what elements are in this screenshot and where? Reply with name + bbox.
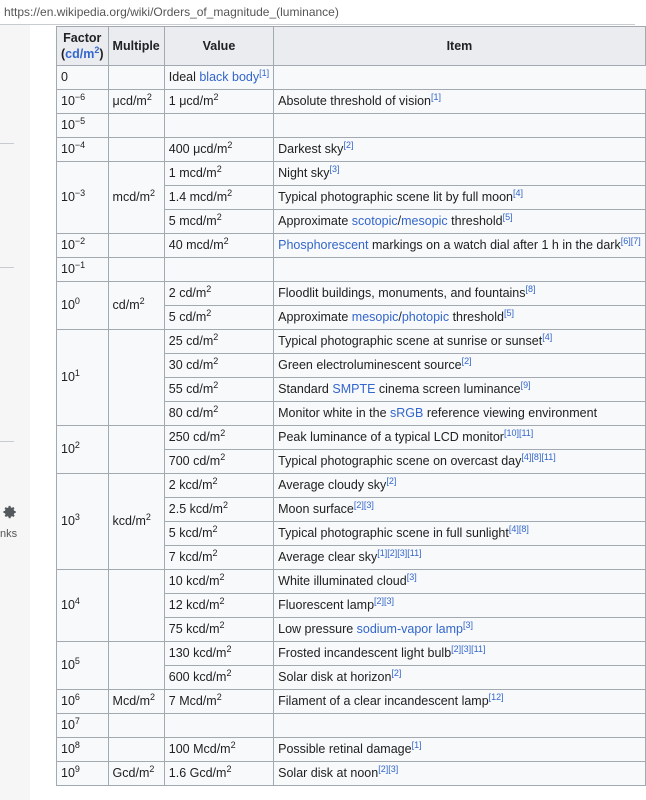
- item-text: Solar disk at horizon: [278, 670, 392, 684]
- reference-link[interactable]: [8]: [525, 283, 536, 294]
- value-text: 5 cd/m: [168, 310, 207, 324]
- multiple-cell: [108, 426, 164, 474]
- multiple-unit: μcd/m: [112, 94, 147, 108]
- table-row: [57, 690, 646, 714]
- item-text: Average clear sky: [278, 550, 378, 564]
- multiple-cell: Gcd/$m^2$: [108, 762, 164, 786]
- value-cell: 30 $cd/m^2$: [164, 354, 273, 378]
- factor-exponent: 6: [74, 691, 80, 702]
- multiple-cell: Mcd/$m^2$: [108, 690, 164, 714]
- item-text: Possible retinal damage: [278, 742, 412, 756]
- value-text: 600 kcd/m: [168, 670, 227, 684]
- cd-m2-link[interactable]: $cd/m^2$: [65, 44, 100, 61]
- value-text: 130 kcd/m: [168, 646, 227, 660]
- factor-base: 10: [61, 262, 75, 276]
- item-text: Ideal: [168, 70, 200, 84]
- multiple-cell: [108, 138, 164, 162]
- header-factor[interactable]: Factor $(cd/m^2)$: [57, 27, 109, 66]
- factor-exponent: 9: [74, 763, 80, 774]
- factor-base: 0: [61, 70, 68, 84]
- item-cell: [274, 210, 646, 234]
- item-cell: [274, 594, 646, 618]
- factor-cell: [57, 738, 109, 762]
- header-item[interactable]: Item: [274, 27, 646, 66]
- reference-link[interactable]: [5]: [502, 211, 513, 222]
- factor-base: 10: [61, 718, 75, 732]
- factor-base: 10: [61, 766, 75, 780]
- reference-link[interactable]: [2]: [386, 475, 397, 486]
- item-cell: [274, 306, 646, 330]
- item-cell: [274, 90, 646, 114]
- value-cell: 2.5 kcd/$m^2$: [164, 498, 273, 522]
- value-cell: 75 kcd/$m^2$: [164, 618, 273, 642]
- value-text: 7 Mcd/m: [168, 694, 217, 708]
- value-cell: 100 Mcd/$m^2$: [164, 738, 273, 762]
- value-text: 400 μcd/m: [168, 142, 228, 156]
- table-row: [57, 282, 646, 306]
- factor-cell: [57, 714, 109, 738]
- item-link[interactable]: mesopic: [401, 214, 448, 228]
- item-text: Darkest sky: [278, 142, 344, 156]
- factor-base: 10: [61, 694, 75, 708]
- factor-exponent: −2: [74, 235, 86, 246]
- factor-exponent: −1: [74, 259, 86, 270]
- sidebar-links-label[interactable]: nks: [0, 528, 18, 540]
- item-cell: [274, 642, 646, 666]
- item-cell: [274, 354, 646, 378]
- multiple-unit: Mcd/m: [112, 694, 151, 708]
- multiple-cell: mcd/$m^2$: [108, 162, 164, 234]
- value-text: 7 kcd/m: [168, 550, 213, 564]
- multiple-cell: μcd/$m^2$: [108, 90, 164, 114]
- reference-link[interactable]: [1]: [259, 67, 270, 78]
- table-row: [57, 66, 646, 90]
- item-cell: [274, 162, 646, 186]
- reference-link[interactable]: [3]: [462, 619, 473, 630]
- item-cell: [274, 474, 646, 498]
- reference-link[interactable]: [2]: [391, 667, 402, 678]
- value-text: 25 cd/m: [168, 334, 214, 348]
- table-row: [57, 642, 646, 666]
- factor-exponent: 8: [74, 739, 80, 750]
- factor-base: 10: [61, 742, 75, 756]
- factor-base: 10: [61, 658, 75, 672]
- table-row: [57, 90, 646, 114]
- table-header-row: [57, 27, 646, 66]
- item-cell: [274, 282, 646, 306]
- item-cell: [274, 522, 646, 546]
- reference-link[interactable]: [4][8]: [508, 523, 529, 534]
- factor-exponent: 2: [74, 439, 80, 450]
- factor-cell: [57, 642, 109, 690]
- item-text: /: [397, 214, 402, 228]
- item-cell: [274, 714, 646, 738]
- item-cell: [274, 618, 646, 642]
- table-row: [57, 258, 646, 282]
- item-text: Typical photographic scene at sunrise or sunset: [278, 334, 543, 348]
- value-cell: 700 $cd/m^2$: [164, 450, 273, 474]
- item-cell: [274, 690, 646, 714]
- item-link[interactable]: mesopic: [351, 310, 399, 324]
- table-body: [57, 66, 646, 786]
- value-cell: [164, 714, 273, 738]
- value-text: 100 Mcd/m: [168, 742, 231, 756]
- value-text: 40 mcd/m: [168, 238, 224, 252]
- item-text: Approximate: [278, 214, 352, 228]
- table-row: [57, 762, 646, 786]
- factor-cell: [57, 138, 109, 162]
- value-cell: 130 kcd/$m^2$: [164, 642, 273, 666]
- item-text: Floodlit buildings, monuments, and fountains: [278, 286, 526, 300]
- item-text: Peak luminance of a typical LCD monitor: [278, 430, 504, 444]
- factor-cell: [57, 66, 109, 90]
- sidebar-divider: [0, 441, 14, 442]
- value-text: 1.6 Gcd/m: [168, 766, 227, 780]
- factor-cell: [57, 690, 109, 714]
- item-text: Low pressure: [278, 622, 357, 636]
- value-text: 2 cd/m: [168, 286, 207, 300]
- factor-exponent: −4: [74, 139, 86, 150]
- table-row: [57, 234, 646, 258]
- table-row: [57, 714, 646, 738]
- item-text: Frosted incandescent light bulb: [278, 646, 452, 660]
- reference-link[interactable]: [1]: [411, 739, 422, 750]
- multiple-cell: [108, 258, 164, 282]
- factor-base: 10: [61, 598, 75, 612]
- reference-link[interactable]: [2]: [343, 139, 354, 150]
- value-text: 1 μcd/m: [168, 94, 214, 108]
- factor-exponent: 0: [74, 295, 80, 306]
- factor-cell: [57, 282, 109, 330]
- item-text: Fluorescent lamp: [278, 598, 375, 612]
- value-cell: 55 $cd/m^2$: [164, 378, 273, 402]
- item-cell: [274, 186, 646, 210]
- factor-base: 10: [61, 142, 75, 156]
- item-cell: [274, 114, 646, 138]
- address-bar[interactable]: [0, 0, 635, 25]
- value-cell: 5 mcd/$m^2$: [164, 210, 273, 234]
- factor-base: 10: [61, 94, 75, 108]
- value-text: 5 kcd/m: [168, 526, 213, 540]
- factor-cell: [57, 570, 109, 642]
- item-text: Typical photographic scene in full sunlight: [278, 526, 509, 540]
- value-cell: [164, 258, 273, 282]
- reference-link[interactable]: [5]: [504, 307, 515, 318]
- url-text[interactable]: https://en.wikipedia.org/wiki/Orders_of_magnitude_(luminance): [4, 5, 339, 19]
- item-link[interactable]: sodium-vapor lamp: [356, 622, 463, 636]
- factor-exponent: −5: [74, 115, 86, 126]
- factor-cell: [57, 234, 109, 258]
- value-cell: 10 kcd/$m^2$: [164, 570, 273, 594]
- item-cell: [274, 402, 646, 426]
- value-cell: 7 Mcd/$m^2$: [164, 690, 273, 714]
- header-value[interactable]: Value: [164, 27, 273, 66]
- value-text: 1.4 mcd/m: [168, 190, 228, 204]
- item-text: cinema screen luminance: [375, 382, 521, 396]
- factor-cell: [57, 90, 109, 114]
- luminance-table: [56, 26, 646, 786]
- sidebar-divider: [0, 267, 14, 268]
- item-text: Green electroluminescent source: [278, 358, 462, 372]
- item-text: Standard: [278, 382, 333, 396]
- item-link[interactable]: black body: [199, 70, 260, 84]
- item-text: threshold: [447, 214, 503, 228]
- reference-link[interactable]: [2][3][11]: [451, 643, 486, 654]
- value-cell: 40 mcd/$m^2$: [164, 234, 273, 258]
- item-cell: [164, 66, 273, 90]
- value-text: 80 cd/m: [168, 406, 214, 420]
- value-text: 2.5 kcd/m: [168, 502, 223, 516]
- item-cell: [274, 138, 646, 162]
- item-cell: [274, 330, 646, 354]
- table-row: [57, 738, 646, 762]
- reference-link[interactable]: [2][3]: [353, 499, 374, 510]
- value-cell: 250 $cd/m^2$: [164, 426, 273, 450]
- factor-cell: [57, 426, 109, 474]
- factor-base: 10: [61, 370, 75, 384]
- value-cell: 80 $cd/m^2$: [164, 402, 273, 426]
- value-text: 250 cd/m: [168, 430, 221, 444]
- factor-exponent: 5: [74, 655, 80, 666]
- reference-link[interactable]: [1]: [431, 91, 442, 102]
- multiple-unit: cd/m: [112, 298, 140, 312]
- multiple-cell: $cd/m^2$: [108, 282, 164, 330]
- value-cell: 5 $cd/m^2$: [164, 306, 273, 330]
- multiple-cell: kcd/$m^2$: [108, 474, 164, 570]
- value-cell: 1.6 Gcd/$m^2$: [164, 762, 273, 786]
- value-cell: 12 kcd/$m^2$: [164, 594, 273, 618]
- gear-icon[interactable]: [3, 505, 17, 519]
- reference-link[interactable]: [2]: [461, 355, 472, 366]
- table-row: [57, 330, 646, 354]
- item-cell: [274, 258, 646, 282]
- factor-cell: [57, 474, 109, 570]
- multiple-unit: Gcd/m: [112, 766, 150, 780]
- item-text: Absolute threshold of vision: [278, 94, 432, 108]
- factor-base: 10: [61, 514, 75, 528]
- factor-cell: [57, 762, 109, 786]
- reference-link[interactable]: [3]: [329, 163, 340, 174]
- item-text: Approximate: [278, 310, 352, 324]
- multiple-cell: [108, 570, 164, 642]
- item-cell: [274, 570, 646, 594]
- table-row: [57, 474, 646, 498]
- value-text: 75 kcd/m: [168, 622, 220, 636]
- item-cell: [274, 666, 646, 690]
- item-link[interactable]: scotopic: [351, 214, 398, 228]
- item-text: Filament of a clear incandescent lamp: [278, 694, 489, 708]
- header-factor-unit: cd/m: [65, 47, 95, 61]
- factor-base: 10: [61, 118, 75, 132]
- factor-exponent: 4: [74, 595, 80, 606]
- item-text: Typical photographic scene lit by full moon: [278, 190, 513, 204]
- value-cell: 1.4 mcd/$m^2$: [164, 186, 273, 210]
- table-row: [57, 570, 646, 594]
- factor-exponent: 3: [74, 511, 80, 522]
- value-text: 12 kcd/m: [168, 598, 220, 612]
- value-cell: 1 μcd/$m^2$: [164, 90, 273, 114]
- reference-link[interactable]: [1][2][3][11]: [377, 547, 422, 558]
- item-cell: [274, 738, 646, 762]
- sidebar-divider: [0, 143, 14, 144]
- reference-link[interactable]: [12]: [488, 691, 504, 702]
- item-link[interactable]: Phosphorescent: [278, 238, 369, 252]
- header-factor-label: Factor: [63, 31, 102, 45]
- item-cell: [274, 762, 646, 786]
- table-row: [57, 426, 646, 450]
- item-cell: [274, 546, 646, 570]
- item-text: Night sky: [278, 166, 330, 180]
- reference-link[interactable]: [4][8][11]: [521, 451, 556, 462]
- header-multiple[interactable]: Multiple: [108, 27, 164, 66]
- factor-cell: [57, 114, 109, 138]
- value-cell: 1 mcd/$m^2$: [164, 162, 273, 186]
- reference-link[interactable]: [10][11]: [503, 427, 534, 438]
- item-link[interactable]: SMPTE: [332, 382, 376, 396]
- factor-base: 10: [61, 190, 75, 204]
- sidebar: [0, 25, 30, 800]
- value-text: 5 mcd/m: [168, 214, 217, 228]
- item-text: Moon surface: [278, 502, 354, 516]
- value-text: 2 kcd/m: [168, 478, 213, 492]
- value-cell: 25 $cd/m^2$: [164, 330, 273, 354]
- reference-link[interactable]: [9]: [520, 379, 531, 390]
- factor-base: 10: [61, 442, 75, 456]
- multiple-cell: [108, 234, 164, 258]
- value-cell: 7 kcd/$m^2$: [164, 546, 273, 570]
- item-cell: [274, 498, 646, 522]
- value-text: 1 mcd/m: [168, 166, 217, 180]
- factor-exponent: −6: [74, 91, 86, 102]
- table-row: [57, 138, 646, 162]
- factor-cell: [57, 330, 109, 426]
- factor-base: 10: [61, 298, 75, 312]
- value-text: 30 cd/m: [168, 358, 214, 372]
- item-text: Solar disk at noon: [278, 766, 379, 780]
- value-cell: 2 kcd/$m^2$: [164, 474, 273, 498]
- item-cell: [274, 450, 646, 474]
- multiple-cell: [108, 642, 164, 690]
- factor-base: 10: [61, 238, 75, 252]
- multiple-unit: mcd/m: [112, 190, 151, 204]
- multiple-cell: [108, 330, 164, 426]
- item-text: Monitor white in the: [278, 406, 390, 420]
- table-row: [57, 114, 646, 138]
- reference-link[interactable]: [3]: [406, 571, 417, 582]
- item-link[interactable]: sRGB: [390, 406, 424, 420]
- item-text: White illuminated cloud: [278, 574, 407, 588]
- item-text: /: [398, 310, 402, 324]
- factor-exponent: 1: [74, 367, 80, 378]
- item-text: threshold: [449, 310, 504, 324]
- factor-exponent: 7: [74, 715, 80, 726]
- value-cell: 600 kcd/$m^2$: [164, 666, 273, 690]
- multiple-cell: [108, 738, 164, 762]
- value-cell: 5 kcd/$m^2$: [164, 522, 273, 546]
- factor-cell: [57, 258, 109, 282]
- item-link[interactable]: photopic: [401, 310, 450, 324]
- table-row: [57, 162, 646, 186]
- item-text: markings on a watch dial after 1 h in the dark: [368, 238, 621, 252]
- item-cell: [274, 426, 646, 450]
- value-cell: [108, 66, 164, 90]
- value-cell: [164, 114, 273, 138]
- value-cell: 400 μcd/$m^2$: [164, 138, 273, 162]
- factor-cell: [57, 162, 109, 234]
- value-text: 55 cd/m: [168, 382, 214, 396]
- item-cell: [274, 378, 646, 402]
- item-cell: [274, 234, 646, 258]
- reference-link[interactable]: [2][3]: [374, 595, 395, 606]
- reference-link[interactable]: [4]: [542, 331, 553, 342]
- multiple-unit: kcd/m: [112, 514, 146, 528]
- multiple-cell: [108, 114, 164, 138]
- reference-link[interactable]: [6][7]: [620, 235, 641, 246]
- value-text: 700 cd/m: [168, 454, 221, 468]
- item-text: Typical photographic scene on overcast day: [278, 454, 522, 468]
- item-text: reference viewing environment: [423, 406, 598, 420]
- multiple-cell: [108, 714, 164, 738]
- item-text: Average cloudy sky: [278, 478, 387, 492]
- reference-link[interactable]: [2][3]: [378, 763, 399, 774]
- value-cell: 2 $cd/m^2$: [164, 282, 273, 306]
- factor-exponent: −3: [74, 187, 86, 198]
- value-text: 10 kcd/m: [168, 574, 220, 588]
- reference-link[interactable]: [4]: [513, 187, 524, 198]
